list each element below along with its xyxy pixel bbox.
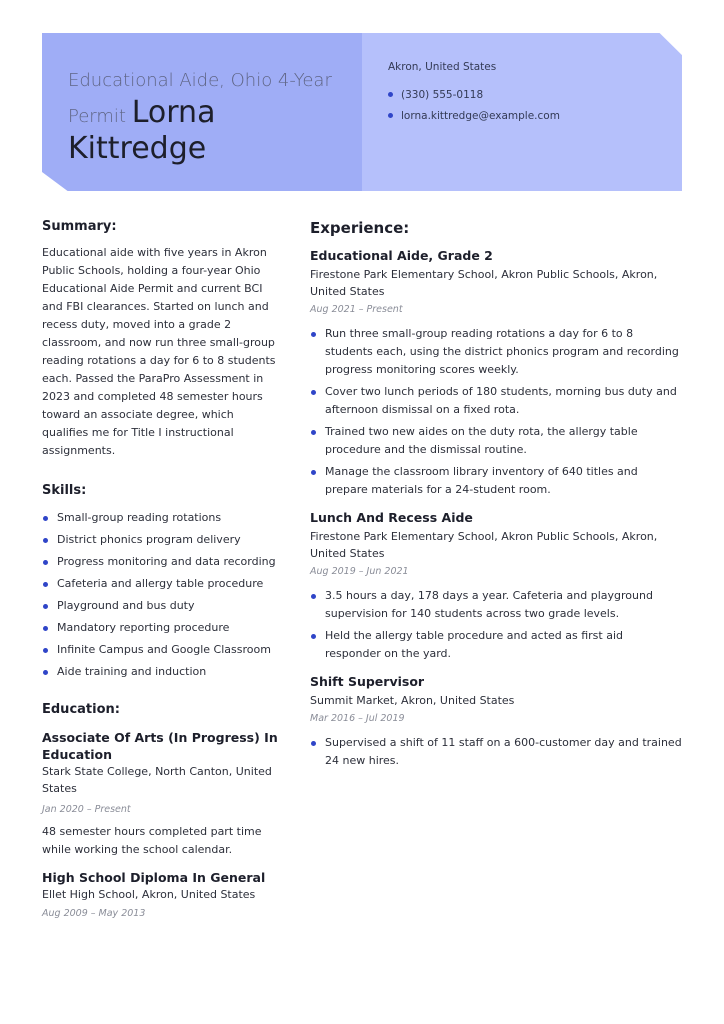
bullet-icon: [43, 538, 48, 543]
school-name: Ellet High School, Akron, United States: [42, 888, 256, 901]
job-bullet: [310, 587, 682, 623]
skill-text: Mandatory reporting procedure: [57, 621, 230, 634]
job-target-title: Educational Aide, Ohio 4-Year Permit: [68, 70, 332, 127]
summary-heading: Summary:: [42, 219, 117, 234]
skills-section: [42, 482, 282, 685]
job-entry: [310, 509, 682, 663]
bullet-icon: [388, 92, 393, 97]
skill-text: Infinite Campus and Google Classroom: [57, 643, 271, 656]
bullet-icon: [43, 516, 48, 521]
skill-item: [42, 575, 282, 597]
phone-text: (330) 555-0118: [401, 89, 484, 101]
email-text[interactable]: lorna.kittredge@example.com: [401, 110, 560, 122]
skill-text: Small-group reading rotations: [57, 511, 222, 524]
summary-section: [42, 218, 282, 460]
job-bullets: [310, 325, 682, 499]
resume-heading: [68, 66, 353, 168]
left-column: [42, 218, 282, 921]
education-note: 48 semester hours completed part time while working the school calendar.: [42, 825, 262, 856]
contact-location: Akron, United States: [388, 61, 497, 73]
experience-heading: Experience:: [310, 219, 410, 237]
bullet-icon: [388, 113, 393, 118]
skills-heading: Skills:: [42, 483, 87, 498]
job-entry: [310, 673, 682, 770]
job-bullet: [310, 423, 682, 459]
skill-text: Playground and bus duty: [57, 599, 195, 612]
job-dates: Mar 2016 – Jul 2019: [310, 713, 405, 724]
skill-text: Aide training and induction: [57, 665, 207, 678]
job-bullets: [310, 734, 682, 770]
bullet-icon: [43, 626, 48, 631]
bullet-text: Manage the classroom library inventory of 640 titles and prepare materials for a 24-student room.: [325, 465, 638, 496]
degree-title: Associate Of Arts (In Progress) In Education: [42, 730, 278, 762]
skill-item: [42, 619, 282, 641]
job-title: Educational Aide, Grade 2: [310, 248, 493, 263]
bullet-text: Trained two new aides on the duty rota, the allergy table procedure and the dismissal routine.: [325, 425, 638, 456]
bullet-icon: [311, 332, 316, 337]
bullet-icon: [311, 430, 316, 435]
education-entry: [42, 869, 282, 921]
skills-list: [42, 509, 282, 685]
school-name: Stark State College, North Canton, United States: [42, 765, 272, 795]
contact-phone: [388, 87, 560, 108]
contact-list: [388, 87, 560, 129]
bullet-icon: [311, 470, 316, 475]
job-employer: Firestone Park Elementary School, Akron Public Schools, Akron, United States: [310, 530, 658, 560]
education-dates: Aug 2009 – May 2013: [42, 908, 146, 919]
job-bullet: [310, 734, 682, 770]
bullet-text: Run three small-group reading rotations a day for 6 to 8 students each, using the district phonics program and recording progress monitoring scores weekly.: [325, 327, 679, 376]
bullet-text: Cover two lunch periods of 180 students, morning bus duty and afternoon dismissal on a fixed rota.: [325, 385, 677, 416]
job-bullet: [310, 325, 682, 379]
summary-text: Educational aide with five years in Akron Public Schools, holding a four-year Ohio Educational Aide Permit and current BCI and FBI clearances. Started on lunch and recess duty, moved into a grade 2 classroom, and now run three small-group reading rotations a day for 6 to 8 students each. Passed the ParaPro Assessment in 2023 and completed 48 semester hours toward an associate degree, which qualifies me for Title I instructional assignments.: [42, 246, 276, 457]
candidate-name: Lorna Kittredge: [68, 95, 216, 166]
job-bullet: [310, 383, 682, 419]
skill-text: Progress monitoring and data recording: [57, 555, 276, 568]
skill-item: [42, 553, 282, 575]
job-employer: Summit Market, Akron, United States: [310, 694, 515, 707]
education-entry: [42, 729, 282, 859]
bullet-icon: [311, 594, 316, 599]
skill-item: [42, 663, 282, 685]
skill-text: Cafeteria and allergy table procedure: [57, 577, 264, 590]
job-employer: Firestone Park Elementary School, Akron Public Schools, Akron, United States: [310, 268, 658, 298]
bullet-icon: [43, 604, 48, 609]
bullet-text: Supervised a shift of 11 staff on a 600-customer day and trained 24 new hires.: [325, 736, 682, 767]
job-title: Lunch And Recess Aide: [310, 510, 473, 525]
bullet-icon: [43, 582, 48, 587]
bullet-icon: [311, 741, 316, 746]
bullet-icon: [311, 634, 316, 639]
bullet-icon: [43, 560, 48, 565]
skill-item: [42, 531, 282, 553]
job-bullets: [310, 587, 682, 663]
job-title: Shift Supervisor: [310, 674, 425, 689]
skill-item: [42, 509, 282, 531]
job-dates: Aug 2021 – Present: [310, 304, 403, 315]
education-section: [42, 701, 282, 921]
education-dates: Jan 2020 – Present: [42, 804, 131, 815]
job-bullet: [310, 463, 682, 499]
skill-item: [42, 641, 282, 663]
right-column: [310, 218, 682, 774]
bullet-text: 3.5 hours a day, 178 days a year. Cafeteria and playground supervision for 140 students across two grade levels.: [325, 589, 653, 620]
skill-item: [42, 597, 282, 619]
job-entry: [310, 247, 682, 499]
education-heading: Education:: [42, 702, 120, 717]
bullet-icon: [43, 648, 48, 653]
job-dates: Aug 2019 – Jun 2021: [310, 566, 409, 577]
skill-text: District phonics program delivery: [57, 533, 241, 546]
bullet-text: Held the allergy table procedure and acted as first aid responder on the yard.: [325, 629, 624, 660]
contact-email[interactable]: [388, 108, 560, 129]
degree-title: High School Diploma In General: [42, 870, 266, 885]
bullet-icon: [311, 390, 316, 395]
bullet-icon: [43, 670, 48, 675]
job-bullet: [310, 627, 682, 663]
